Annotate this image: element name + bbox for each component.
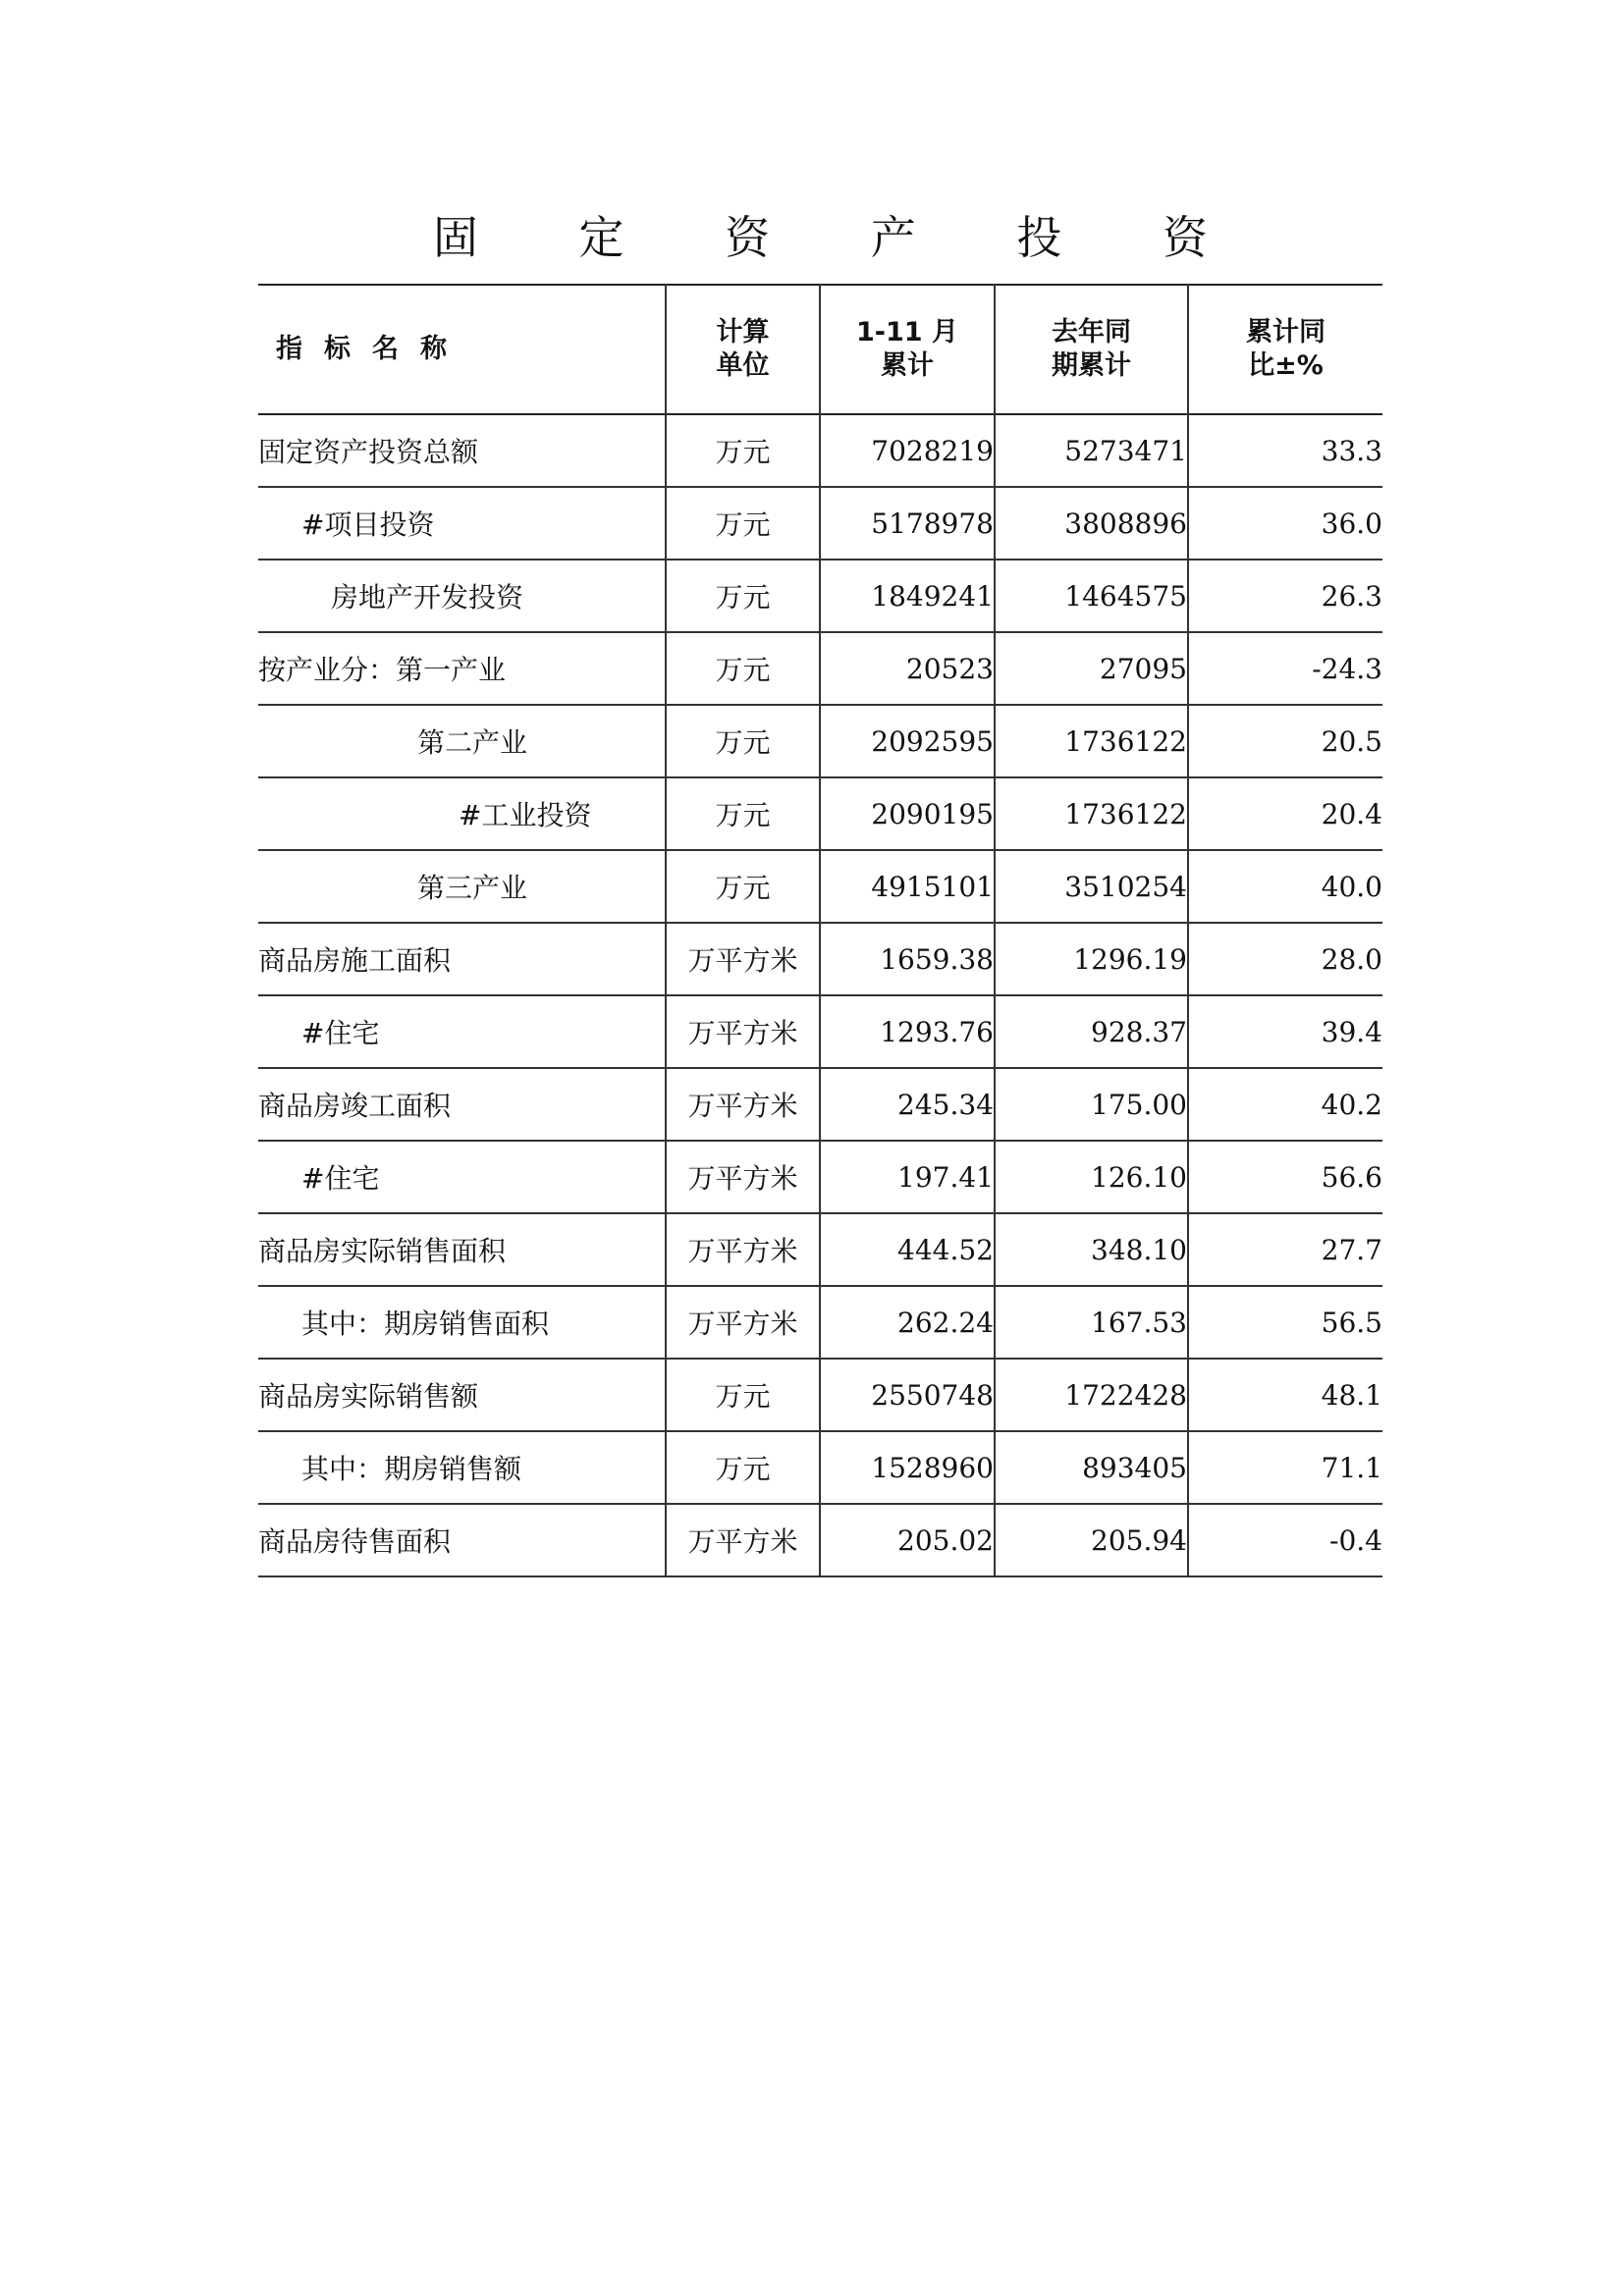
row-previous: 3510254	[995, 850, 1188, 923]
row-name: #项目投资	[258, 487, 666, 560]
row-previous: 1736122	[995, 777, 1188, 850]
row-yoy-pct: 40.2	[1188, 1068, 1382, 1141]
row-name: #住宅	[258, 995, 666, 1068]
header-yoy-line2: 比±%	[1248, 350, 1324, 381]
row-unit: 万平方米	[666, 1213, 820, 1286]
row-yoy-pct: 56.6	[1188, 1141, 1382, 1213]
header-unit-line1: 计算	[716, 317, 770, 347]
header-previous	[995, 285, 1188, 414]
row-previous: 928.37	[995, 995, 1188, 1068]
row-previous: 1296.19	[995, 923, 1188, 995]
row-previous: 205.94	[995, 1504, 1188, 1576]
row-name: 商品房待售面积	[258, 1504, 666, 1576]
table-row	[258, 1068, 1382, 1141]
row-name: #住宅	[258, 1141, 666, 1213]
row-current: 5178978	[820, 487, 995, 560]
header-indicator-name: 指标名称	[258, 285, 666, 414]
row-yoy-pct: 71.1	[1188, 1431, 1382, 1504]
table-row	[258, 923, 1382, 995]
table-row	[258, 995, 1382, 1068]
header-previous-line2: 期累计	[1052, 350, 1131, 381]
row-yoy-pct: -24.3	[1188, 632, 1382, 705]
row-yoy-pct: 26.3	[1188, 560, 1382, 632]
row-yoy-pct: -0.4	[1188, 1504, 1382, 1576]
row-current: 1659.38	[820, 923, 995, 995]
row-current: 20523	[820, 632, 995, 705]
table-row	[258, 1286, 1382, 1359]
table-row	[258, 777, 1382, 850]
row-unit: 万平方米	[666, 1141, 820, 1213]
row-unit: 万元	[666, 1431, 820, 1504]
row-name: 商品房竣工面积	[258, 1068, 666, 1141]
row-current: 1849241	[820, 560, 995, 632]
table-row	[258, 1504, 1382, 1576]
table-row	[258, 414, 1382, 487]
row-name: 固定资产投资总额	[258, 414, 666, 487]
row-current: 2092595	[820, 705, 995, 777]
table-header-row	[258, 285, 1382, 414]
row-yoy-pct: 56.5	[1188, 1286, 1382, 1359]
row-name: 其中：期房销售额	[258, 1431, 666, 1504]
row-current: 197.41	[820, 1141, 995, 1213]
row-previous: 3808896	[995, 487, 1188, 560]
row-unit: 万元	[666, 414, 820, 487]
row-name: 商品房实际销售额	[258, 1359, 666, 1431]
row-unit: 万元	[666, 705, 820, 777]
row-unit: 万平方米	[666, 1068, 820, 1141]
table-row	[258, 1141, 1382, 1213]
table-row	[258, 1431, 1382, 1504]
row-name: 其中：期房销售面积	[258, 1286, 666, 1359]
row-current: 262.24	[820, 1286, 995, 1359]
header-yoy-pct	[1188, 285, 1382, 414]
row-yoy-pct: 20.5	[1188, 705, 1382, 777]
row-unit: 万元	[666, 777, 820, 850]
row-current: 245.34	[820, 1068, 995, 1141]
table-row	[258, 560, 1382, 632]
row-previous: 1464575	[995, 560, 1188, 632]
header-current-line1: 1-11 月	[856, 317, 958, 347]
row-unit: 万平方米	[666, 995, 820, 1068]
row-current: 205.02	[820, 1504, 995, 1576]
row-unit: 万元	[666, 1359, 820, 1431]
row-current: 444.52	[820, 1213, 995, 1286]
row-current: 2550748	[820, 1359, 995, 1431]
fixed-asset-investment-table	[258, 284, 1382, 1577]
row-previous: 27095	[995, 632, 1188, 705]
row-current: 1293.76	[820, 995, 995, 1068]
table-row	[258, 1359, 1382, 1431]
header-yoy-line1: 累计同	[1246, 317, 1326, 347]
header-current-line2: 累计	[881, 350, 934, 381]
row-previous: 348.10	[995, 1213, 1188, 1286]
row-unit: 万平方米	[666, 1286, 820, 1359]
row-unit: 万元	[666, 487, 820, 560]
row-name: 按产业分：第一产业	[258, 632, 666, 705]
row-unit: 万元	[666, 560, 820, 632]
table-row	[258, 850, 1382, 923]
row-name: 第三产业	[258, 850, 666, 923]
row-yoy-pct: 36.0	[1188, 487, 1382, 560]
row-unit: 万平方米	[666, 923, 820, 995]
row-name: 第二产业	[258, 705, 666, 777]
header-current	[820, 285, 995, 414]
row-previous: 1736122	[995, 705, 1188, 777]
row-previous: 5273471	[995, 414, 1188, 487]
row-previous: 175.00	[995, 1068, 1188, 1141]
row-unit: 万元	[666, 850, 820, 923]
row-previous: 1722428	[995, 1359, 1188, 1431]
row-yoy-pct: 27.7	[1188, 1213, 1382, 1286]
table-row	[258, 705, 1382, 777]
header-previous-line1: 去年同	[1052, 317, 1131, 347]
row-unit: 万平方米	[666, 1504, 820, 1576]
row-name: #工业投资	[258, 777, 666, 850]
header-unit-line2: 单位	[716, 350, 770, 381]
row-previous: 167.53	[995, 1286, 1188, 1359]
row-yoy-pct: 48.1	[1188, 1359, 1382, 1431]
row-current: 7028219	[820, 414, 995, 487]
row-previous: 126.10	[995, 1141, 1188, 1213]
row-name: 商品房施工面积	[258, 923, 666, 995]
row-current: 2090195	[820, 777, 995, 850]
row-previous: 893405	[995, 1431, 1188, 1504]
page-title: 固 定 资 产 投 资	[432, 211, 1252, 264]
table-row	[258, 487, 1382, 560]
row-name: 房地产开发投资	[258, 560, 666, 632]
row-yoy-pct: 20.4	[1188, 777, 1382, 850]
row-current: 1528960	[820, 1431, 995, 1504]
header-unit	[666, 285, 820, 414]
table-row	[258, 632, 1382, 705]
row-yoy-pct: 39.4	[1188, 995, 1382, 1068]
row-name: 商品房实际销售面积	[258, 1213, 666, 1286]
row-yoy-pct: 40.0	[1188, 850, 1382, 923]
table-row	[258, 1213, 1382, 1286]
row-yoy-pct: 33.3	[1188, 414, 1382, 487]
row-unit: 万元	[666, 632, 820, 705]
row-current: 4915101	[820, 850, 995, 923]
row-yoy-pct: 28.0	[1188, 923, 1382, 995]
